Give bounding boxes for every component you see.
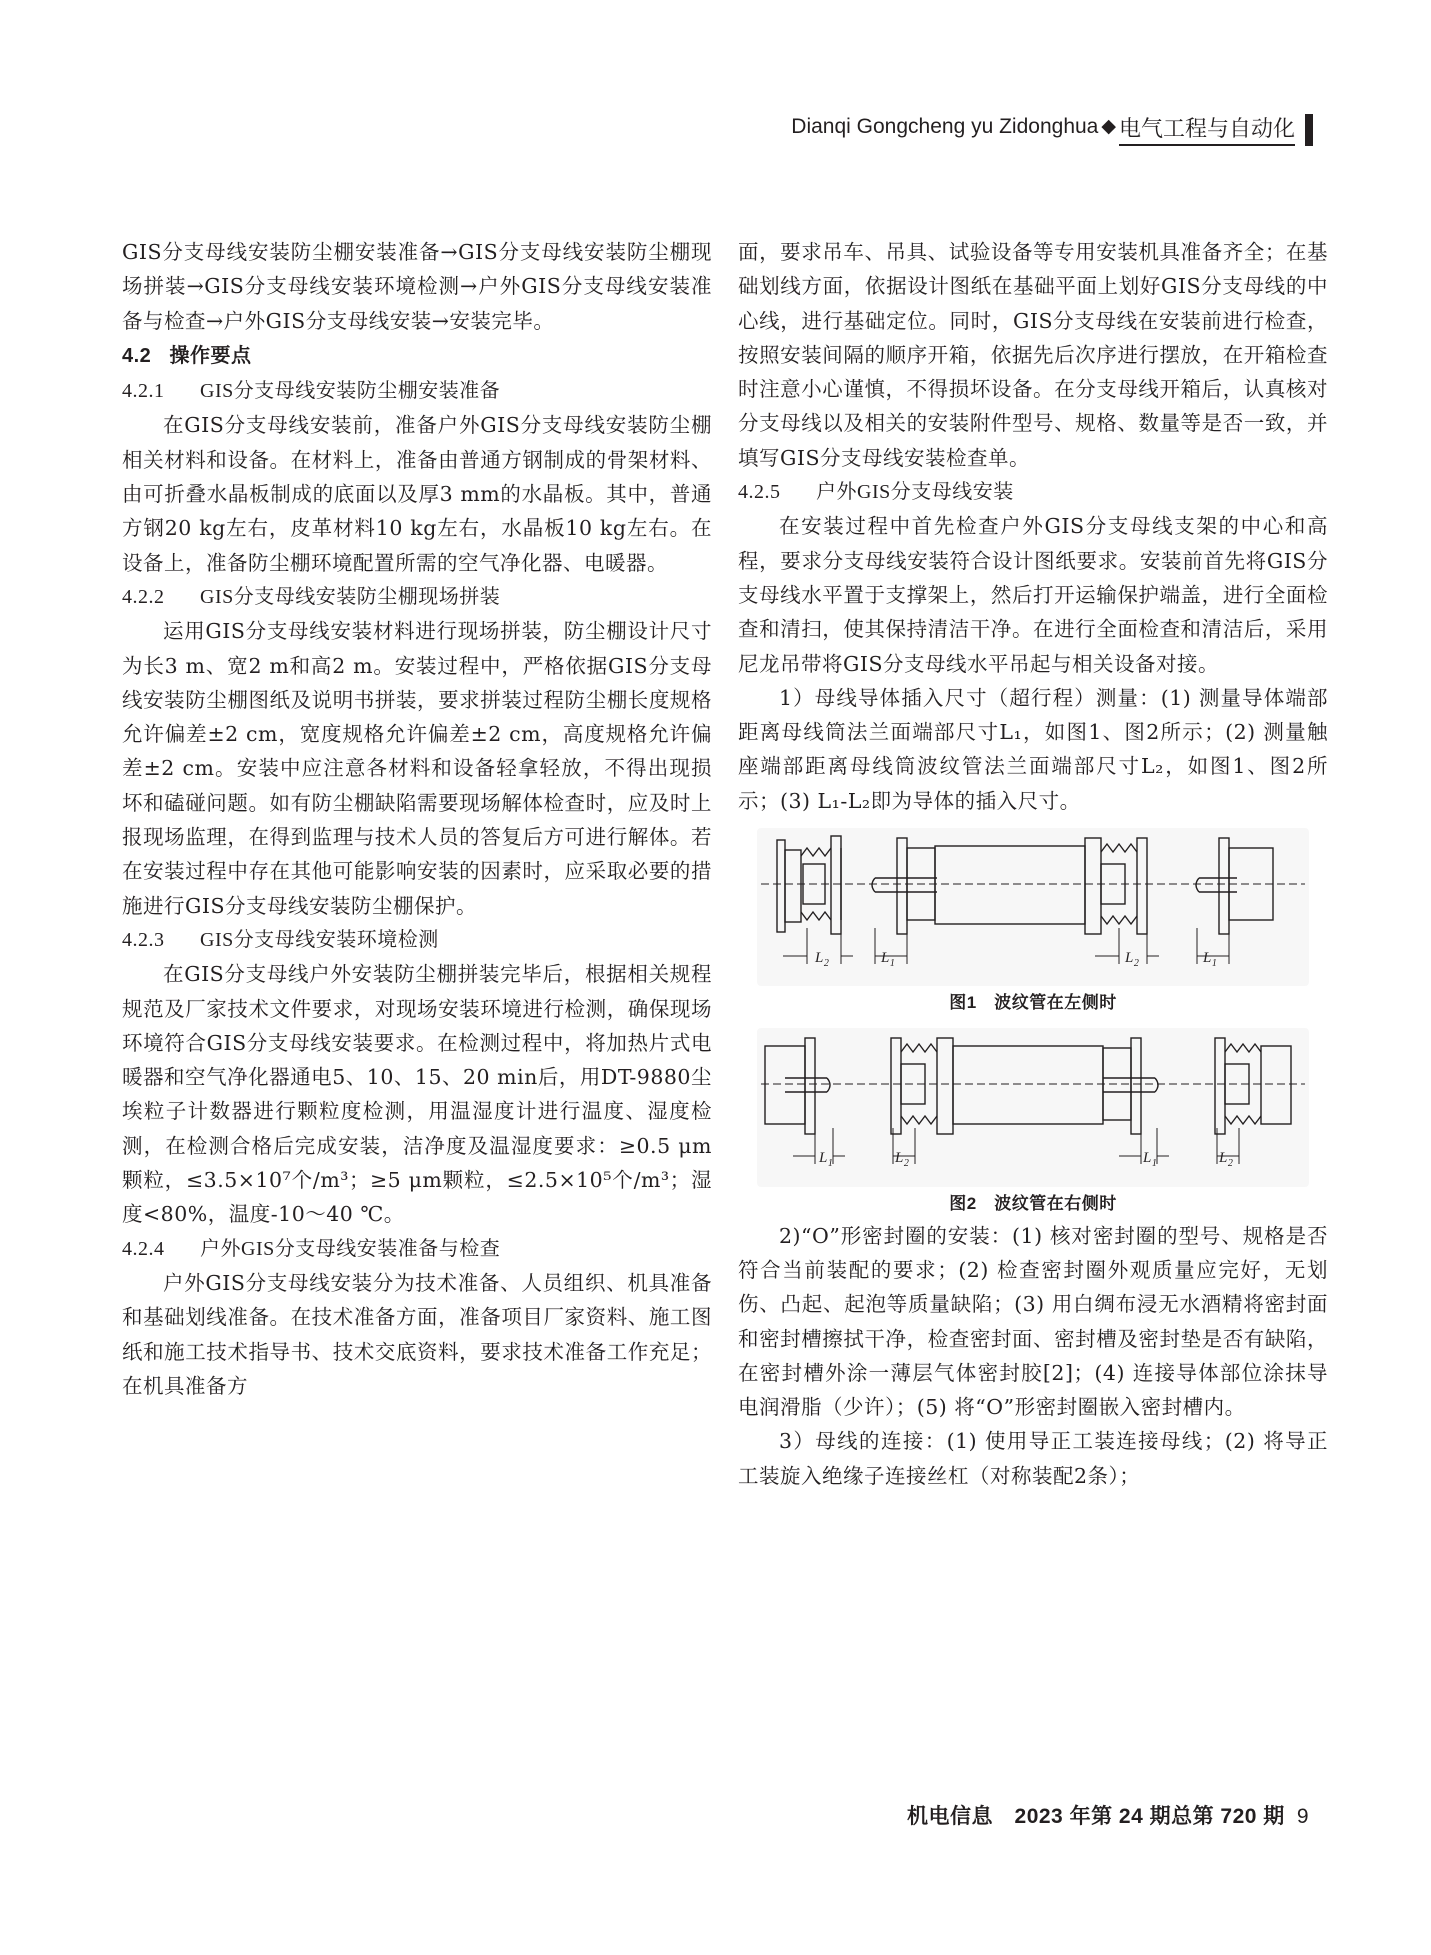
subsection-heading	[122, 374, 712, 408]
journal-title-cn: 电气工程与自动化	[1119, 114, 1295, 146]
section-title: 操作要点	[169, 344, 252, 367]
label-l1: $L_1$	[1203, 950, 1218, 970]
subsection-title: 户外GIS分支母线安装准备与检查	[200, 1237, 501, 1260]
label-l1: $L_1$	[881, 950, 896, 970]
paragraph: 户外GIS分支母线安装分为技术准备、人员组织、机具准备和基础划线准备。在技术准备方面，准备项目厂家资料、施工图纸和施工技术指导书、技术交底资料，要求技术准备工作充足；在机具准备方	[122, 1270, 712, 1398]
subsection-heading	[738, 475, 1328, 509]
label-l2: $L_2$	[815, 950, 830, 970]
subsection-title: GIS分支母线安装环境检测	[200, 928, 439, 951]
journal-pinyin: Dianqi Gongcheng yu Zidonghua	[791, 115, 1099, 138]
figure-1-diagram	[757, 828, 1309, 976]
label-l2: $L_2$	[1125, 950, 1140, 970]
label-l1: $L_1$	[1143, 1150, 1158, 1170]
subsection-number: 4.2.2	[122, 585, 165, 608]
subsection-heading	[122, 1232, 712, 1266]
subsection-number: 4.2.5	[738, 481, 781, 504]
left-column	[122, 235, 712, 1403]
figure-1	[757, 828, 1309, 986]
label-l2: $L_2$	[895, 1150, 910, 1170]
subsection-heading	[122, 923, 712, 957]
paragraph: 在GIS分支母线安装前，准备户外GIS分支母线安装防尘棚相关材料和设备。在材料上，准备由普通方钢制成的骨架材料、由可折叠水晶板制成的底面以及厚3 mm的水晶板。其中，普通方钢20 kg左右，皮革材料10 kg左右，水晶板10 kg左右。在设备上，准备防尘棚环境配置所需的空气净化器、电暖器。	[122, 413, 712, 575]
label-l1: $L_1$	[819, 1150, 834, 1170]
figure-2	[757, 1028, 1309, 1186]
page-footer	[907, 1800, 1309, 1830]
footer-journal: 机电信息 2023 年第 24 期总第 720 期	[907, 1805, 1285, 1828]
paragraph: 在GIS分支母线户外安装防尘棚拼装完毕后，根据相关规程规范及厂家技术文件要求，对现场安装环境进行检测，确保现场环境符合GIS分支母线安装要求。在检测过程中，将加热片式电暖器和空气净化器通电5、10、15、20 min后，用DT-9880尘埃粒子计数器进行颗粒度检测，用温湿度计进行温度、湿度检测，在检测合格后完成安装，洁净度及温湿度要求：≥0.5 μm颗粒，≤3.5×10⁷个/m³；≥5 μm颗粒，≤2.5×10⁵个/m³；湿度<80%，温度-10～40 ℃。	[122, 962, 712, 1227]
paragraph: 3）母线的连接：(1) 使用导正工装连接母线；(2) 将导正工装旋入绝缘子连接丝杠（对称装配2条）；	[738, 1429, 1328, 1488]
page-number: 9	[1296, 1805, 1309, 1828]
subsection-number: 4.2.4	[122, 1237, 165, 1260]
paragraph: 运用GIS分支母线安装材料进行现场拼装，防尘棚设计尺寸为长3 m、宽2 m和高2 m。安装过程中，严格依据GIS分支母线安装防尘棚图纸及说明书拼装，要求拼装过程防尘棚长度规格允许偏差±2 cm，宽度规格允许偏差±2 cm，高度规格允许偏差±2 cm。安装中应注意各材料和设备轻拿轻放，不得出现损坏和磕碰问题。如有防尘棚缺陷需要现场解体检查时，应及时上报现场监理，在得到监理与技术人员的答复后方可进行解体。若在安装过程中存在其他可能影响安装的因素时，应采取必要的措施进行GIS分支母线安装防尘棚保护。	[122, 619, 712, 918]
paragraph: 1）母线导体插入尺寸（超行程）测量：(1) 测量导体端部距离母线筒法兰面端部尺寸L₁，如图1、图2所示；(2) 测量触座端部距离母线筒波纹管法兰面端部尺寸L₂，如图1、图2所示；(3) L₁-L₂即为导体的插入尺寸。	[738, 685, 1328, 813]
running-header	[791, 108, 1313, 146]
figure-2-caption: 图2 波纹管在右侧时	[949, 1193, 1117, 1213]
paragraph: GIS分支母线安装防尘棚安装准备→GIS分支母线安装防尘棚现场拼装→GIS分支母线安装环境检测→户外GIS分支母线安装准备与检查→户外GIS分支母线安装→安装完毕。	[122, 240, 712, 333]
diamond-icon: ◆	[1101, 116, 1116, 137]
subsection-title: GIS分支母线安装防尘棚安装准备	[200, 380, 501, 403]
figure-2-diagram	[757, 1028, 1309, 1176]
right-column	[738, 235, 1328, 1493]
subsection-number: 4.2.1	[122, 380, 165, 403]
subsection-title: 户外GIS分支母线安装	[816, 481, 1014, 504]
header-bar	[1305, 114, 1313, 146]
section-heading	[122, 339, 712, 373]
subsection-heading	[122, 580, 712, 614]
section-number: 4.2	[122, 344, 152, 367]
paragraph: 面，要求吊车、吊具、试验设备等专用安装机具准备齐全；在基础划线方面，依据设计图纸在基础平面上划好GIS分支母线的中心线，进行基础定位。同时，GIS分支母线在安装前进行检查，按照安装间隔的顺序开箱，依据先后次序进行摆放，在开箱检查时注意小心谨慎，不得损坏设备。在分支母线开箱后，认真核对分支母线以及相关的安装附件型号、规格、数量等是否一致，并填写GIS分支母线安装检查单。	[738, 240, 1328, 470]
paragraph: 在安装过程中首先检查户外GIS分支母线支架的中心和高程，要求分支母线安装符合设计图纸要求。安装前首先将GIS分支母线水平置于支撑架上，然后打开运输保护端盖，进行全面检查和清扫，使其保持清洁干净。在进行全面检查和清洁后，采用尼龙吊带将GIS分支母线水平吊起与相关设备对接。	[738, 514, 1328, 676]
subsection-title: GIS分支母线安装防尘棚现场拼装	[200, 585, 501, 608]
subsection-number: 4.2.3	[122, 928, 165, 951]
label-l2: $L_2$	[1219, 1150, 1234, 1170]
figure-1-caption: 图1 波纹管在左侧时	[949, 993, 1117, 1013]
paragraph: 2)“O”形密封圈的安装：(1) 核对密封圈的型号、规格是否符合当前装配的要求；(2) 检查密封圈外观质量应完好，无划伤、凸起、起泡等质量缺陷；(3) 用白绸布浸无水酒精将密封面和密封槽擦拭干净，检查密封面、密封槽及密封垫是否有缺陷，在密封槽外涂一薄层气体密封胶[2]；(4) 连接导体部位涂抹导电润滑脂（少许）；(5) 将“O”形密封圈嵌入密封槽内。	[738, 1223, 1328, 1420]
